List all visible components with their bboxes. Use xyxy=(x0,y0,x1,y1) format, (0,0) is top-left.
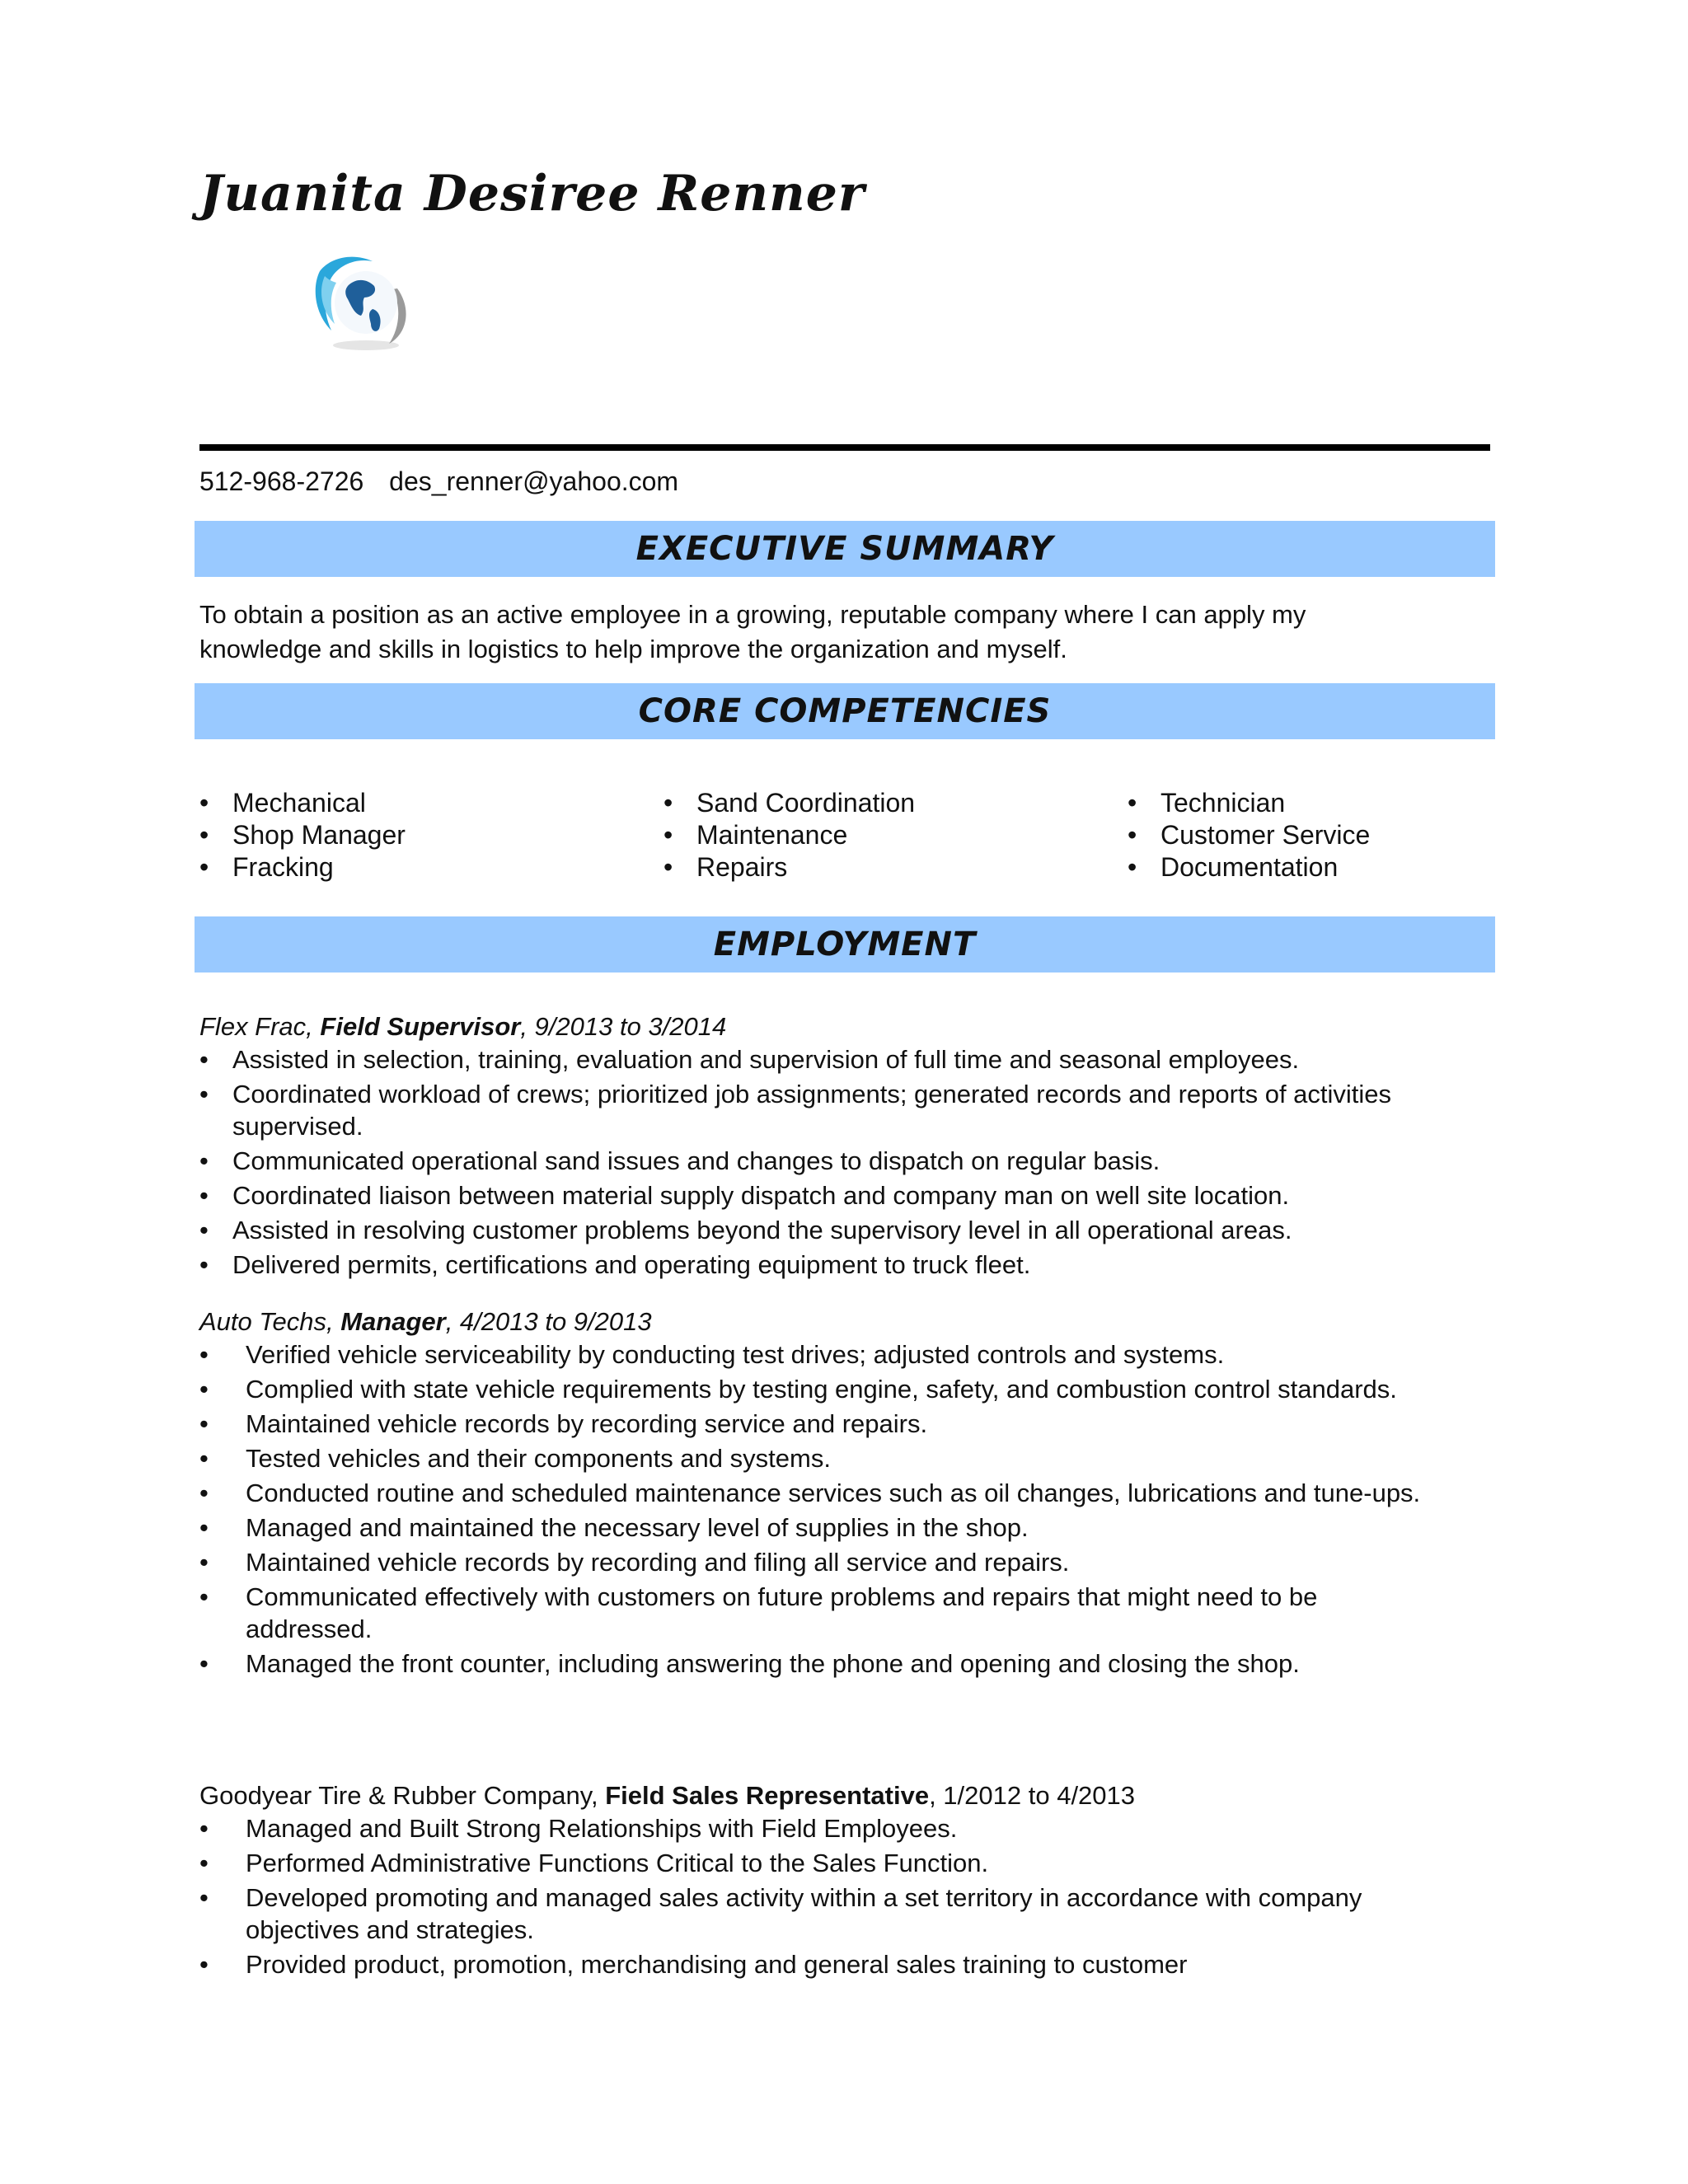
email-address: des_renner@yahoo.com xyxy=(389,466,679,496)
job-bullets xyxy=(199,1338,1502,1680)
summary-line: knowledge and skills in logistics to help improve the organization and myself. xyxy=(199,635,1067,663)
competency-item: • Documentation xyxy=(1128,851,1370,883)
company-name: Goodyear Tire & Rubber Company, xyxy=(199,1781,598,1810)
job-bullet: • Managed the front counter, including answering the phone and opening and closing the shop. xyxy=(199,1647,1502,1680)
job-entry-flex-frac xyxy=(199,1010,1502,1283)
phone-number: 512-968-2726 xyxy=(199,466,364,496)
job-bullet: • Assisted in resolving customer problems beyond the supervisory level in all operational areas. xyxy=(199,1214,1502,1246)
job-bullet: • Coordinated liaison between material supply dispatch and company man on well site location. xyxy=(199,1179,1502,1212)
job-bullet: • Maintained vehicle records by recording and filing all service and repairs. xyxy=(199,1546,1502,1578)
job-bullets xyxy=(199,1812,1502,1980)
job-title-line xyxy=(199,1305,1502,1338)
competencies-column-2 xyxy=(663,787,915,883)
job-bullet xyxy=(199,1477,1502,1509)
contact-info xyxy=(199,466,696,497)
job-bullet: • Performed Administrative Functions Critical to the Sales Function. xyxy=(199,1847,1502,1879)
competency-item: • Fracking xyxy=(199,851,406,883)
company-name: Flex Frac, xyxy=(199,1012,313,1041)
job-bullet: • Tested vehicles and their components and systems. xyxy=(199,1442,1502,1474)
job-bullet: • Maintained vehicle records by recording service and repairs. xyxy=(199,1408,1502,1440)
competency-item: • Sand Coordination xyxy=(663,787,915,819)
job-bullet xyxy=(199,1581,1502,1645)
job-bullet-text: Coordinated workload of crews; prioritized job assignments; generated records and reports of activities supervised. xyxy=(232,1080,1392,1141)
competency-item: • Mechanical xyxy=(199,787,406,819)
job-dates: , 9/2013 to 3/2014 xyxy=(520,1012,727,1041)
job-bullet-text: Communicated effectively with customers on future problems and repairs that might need to be addressed. xyxy=(246,1582,1318,1643)
executive-summary-text xyxy=(199,598,1452,667)
job-title: Field Sales Representative xyxy=(605,1781,930,1810)
globe-logo-icon xyxy=(307,251,430,359)
job-entry-auto-techs xyxy=(199,1305,1502,1682)
company-name: Auto Techs, xyxy=(199,1307,334,1336)
job-bullet: • Communicated operational sand issues and changes to dispatch on regular basis. xyxy=(199,1145,1502,1177)
core-competencies-heading: CORE COMPETENCIES xyxy=(195,683,1495,739)
competencies-column-3 xyxy=(1128,787,1370,883)
job-title-line xyxy=(199,1779,1502,1812)
job-title: Field Supervisor xyxy=(320,1012,521,1041)
job-bullet xyxy=(199,1078,1502,1142)
competency-item: • Shop Manager xyxy=(199,819,406,851)
job-dates: , 1/2012 to 4/2013 xyxy=(929,1781,1136,1810)
job-bullet: • Delivered permits, certifications and operating equipment to truck fleet. xyxy=(199,1249,1502,1281)
job-bullets xyxy=(199,1043,1502,1281)
job-title-line xyxy=(199,1010,1502,1043)
executive-summary-heading: EXECUTIVE SUMMARY xyxy=(195,521,1495,577)
competency-item: • Maintenance xyxy=(663,819,915,851)
job-bullet: • Managed and Built Strong Relationships with Field Employees. xyxy=(199,1812,1502,1844)
employment-heading: EMPLOYMENT xyxy=(195,916,1495,972)
competency-item: • Technician xyxy=(1128,787,1370,819)
job-bullet xyxy=(199,1882,1502,1946)
job-bullet: • Provided product, promotion, merchandising and general sales training to customer xyxy=(199,1948,1502,1980)
competencies-column-1 xyxy=(199,787,406,883)
job-bullet-text: Conducted routine and scheduled maintenance services such as oil changes, lubrications and tune-ups. xyxy=(246,1479,1421,1507)
job-bullet: • Verified vehicle serviceability by conducting test drives; adjusted controls and systems. xyxy=(199,1338,1502,1371)
competency-item: • Repairs xyxy=(663,851,915,883)
job-bullet-text: Developed promoting and managed sales activity within a set territory in accordance with company objectives and strategies. xyxy=(246,1883,1362,1944)
competency-item: • Customer Service xyxy=(1128,819,1370,851)
header-divider xyxy=(199,444,1490,451)
job-bullet xyxy=(199,1373,1502,1405)
summary-line: To obtain a position as an active employee in a growing, reputable company where I can apply my xyxy=(199,600,1306,629)
job-bullet: • Managed and maintained the necessary level of supplies in the shop. xyxy=(199,1511,1502,1544)
job-bullet-text: Complied with state vehicle requirements by testing engine, safety, and combustion control standards. xyxy=(246,1375,1397,1404)
job-dates: , 4/2013 to 9/2013 xyxy=(445,1307,652,1336)
job-bullet: • Assisted in selection, training, evaluation and supervision of full time and seasonal employees. xyxy=(199,1043,1502,1076)
resume-name: Juanita Desiree Renner xyxy=(199,165,865,223)
job-title: Manager xyxy=(340,1307,446,1336)
job-entry-goodyear xyxy=(199,1779,1502,1983)
